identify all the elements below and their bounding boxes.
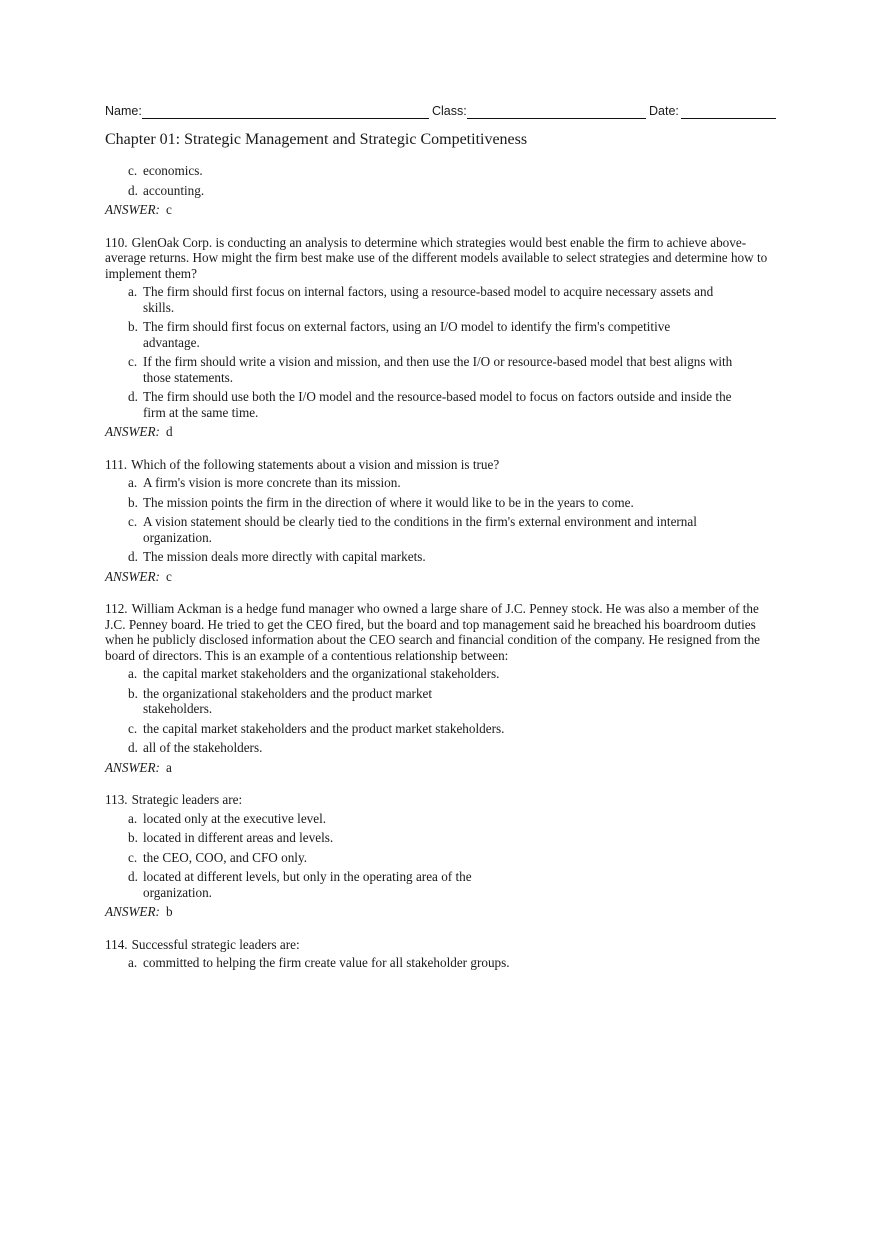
- question-stem: [105, 937, 777, 953]
- option-item: [105, 686, 777, 717]
- option-letter: c.: [128, 849, 138, 865]
- question-number: 114.: [105, 936, 128, 952]
- answer-value: a: [165, 759, 172, 775]
- answer-line: [105, 904, 777, 920]
- option-list: [105, 955, 777, 971]
- option-letter: b.: [128, 319, 138, 334]
- option-text: The mission deals more directly with capital markets.: [143, 549, 426, 564]
- option-item: [105, 389, 777, 420]
- question-stem: [105, 792, 777, 808]
- option-letter: a.: [128, 284, 138, 299]
- option-letter: d.: [128, 869, 138, 884]
- option-list: [105, 284, 777, 420]
- option-text: all of the stakeholders.: [143, 740, 263, 755]
- option-item: [105, 721, 777, 737]
- option-text: located in different areas and levels.: [143, 830, 334, 845]
- option-text: A firm's vision is more concrete than its mission.: [143, 475, 401, 490]
- option-item: [105, 319, 777, 350]
- name-line: [142, 118, 429, 119]
- option-letter: c.: [128, 354, 138, 369]
- option-letter: c.: [128, 720, 138, 736]
- option-item: [105, 811, 777, 827]
- option-letter: b.: [128, 494, 138, 510]
- answer-value: c: [165, 568, 172, 584]
- answer-label: ANSWER:: [105, 568, 160, 584]
- option-letter: b.: [128, 685, 138, 701]
- option-letter: a.: [128, 810, 138, 826]
- option-letter: d.: [128, 389, 138, 404]
- question-number: 113.: [105, 792, 128, 807]
- option-letter: a.: [128, 666, 138, 681]
- question-text: Strategic leaders are:: [131, 792, 243, 807]
- question-114: [105, 937, 777, 971]
- name-label: Name:: [105, 104, 142, 118]
- question-text: GlenOak Corp. is conducting an analysis to determine which strategies would best enable the firm to achieve above-average returns. How might the firm best make use of the different models available to select strategies and determine how to implement them?: [105, 234, 768, 281]
- option-item: [105, 354, 777, 385]
- answer-label: ANSWER:: [105, 202, 160, 217]
- worksheet-header: [105, 104, 776, 122]
- question-111: [105, 457, 777, 585]
- option-list: [105, 475, 777, 565]
- question-text: William Ackman is a hedge fund manager who owned a large share of J.C. Penney stock. He was also a member of the J.C. Penney board. He tried to get the CEO fired, but the board and top management said he breached his boardroom duties when he publicly disclosed information about the CEO search and financial condition of the company. He resigned from the board of directors. This is an example of a contentious relationship between:: [105, 601, 761, 663]
- option-item: [105, 869, 777, 900]
- option-item: [105, 830, 777, 846]
- date-label: Date:: [649, 104, 679, 118]
- answer-value: b: [165, 904, 173, 919]
- question-stem: [105, 601, 777, 663]
- answer-line: [105, 569, 777, 585]
- option-text: the organizational stakeholders and the product market stakeholders.: [143, 685, 433, 716]
- option-letter: d.: [128, 549, 138, 564]
- option-text: The firm should use both the I/O model and the resource-based model to focus on factors outside and inside the firm at the same time.: [143, 389, 732, 420]
- option-item: [105, 666, 777, 682]
- option-letter: d.: [128, 182, 138, 198]
- question-number: 110.: [105, 234, 128, 250]
- question-number: 112.: [105, 601, 128, 616]
- question-stem: [105, 457, 777, 473]
- option-list: [105, 666, 777, 756]
- option-item: [105, 955, 777, 971]
- option-item: [105, 183, 777, 199]
- answer-label: ANSWER:: [105, 759, 160, 775]
- answer-line: [105, 202, 777, 218]
- option-item: [105, 495, 777, 511]
- question-text: Which of the following statements about a vision and mission is true?: [131, 456, 500, 472]
- option-letter: a.: [128, 955, 138, 970]
- continued-question: [105, 163, 777, 218]
- option-letter: a.: [128, 475, 138, 490]
- answer-label: ANSWER:: [105, 424, 160, 439]
- option-text: economics.: [143, 163, 203, 178]
- answer-label: ANSWER:: [105, 904, 160, 919]
- option-text: the CEO, COO, and CFO only.: [143, 849, 307, 865]
- class-label: Class:: [432, 104, 467, 118]
- option-text: the capital market stakeholders and the organizational stakeholders.: [143, 666, 500, 681]
- date-line: [681, 118, 776, 119]
- answer-line: [105, 760, 777, 776]
- option-item: [105, 163, 777, 179]
- option-text: located only at the executive level.: [143, 810, 327, 826]
- question-content: [105, 163, 777, 975]
- answer-value: c: [165, 202, 172, 217]
- option-text: the capital market stakeholders and the product market stakeholders.: [143, 720, 505, 736]
- question-110: [105, 235, 777, 440]
- option-item: [105, 514, 777, 545]
- option-item: [105, 549, 777, 565]
- option-letter: c.: [128, 163, 138, 178]
- question-number: 111.: [105, 456, 128, 472]
- option-text: accounting.: [143, 182, 205, 198]
- question-112: [105, 601, 777, 775]
- question-stem: [105, 235, 777, 282]
- chapter-title: Chapter 01: Strategic Management and Strategic Competitiveness: [105, 131, 528, 148]
- option-text: The mission points the firm in the direction of where it would like to be in the years to come.: [143, 494, 634, 510]
- question-113: [105, 792, 777, 920]
- option-item: [105, 740, 777, 756]
- option-item: [105, 284, 777, 315]
- option-letter: b.: [128, 830, 138, 845]
- answer-value: d: [165, 424, 173, 439]
- option-text: A vision statement should be clearly tied to the conditions in the firm's external environment and internal organization.: [143, 514, 697, 545]
- option-letter: d.: [128, 740, 138, 755]
- option-letter: c.: [128, 514, 138, 529]
- option-item: [105, 850, 777, 866]
- option-text: committed to helping the firm create value for all stakeholder groups.: [143, 955, 510, 970]
- class-line: [467, 118, 646, 119]
- option-text: The firm should first focus on external factors, using an I/O model to identify the firm's competitive advantage.: [143, 319, 671, 350]
- option-list: [105, 163, 777, 198]
- option-text: located at different levels, but only in the operating area of the organization.: [143, 869, 472, 900]
- option-item: [105, 475, 777, 491]
- answer-line: [105, 424, 777, 440]
- option-text: If the firm should write a vision and mission, and then use the I/O or resource-based model that best aligns with those statements.: [143, 354, 733, 385]
- option-list: [105, 811, 777, 901]
- option-text: The firm should first focus on internal factors, using a resource-based model to acquire necessary assets and skills.: [143, 284, 714, 315]
- question-text: Successful strategic leaders are:: [131, 936, 300, 952]
